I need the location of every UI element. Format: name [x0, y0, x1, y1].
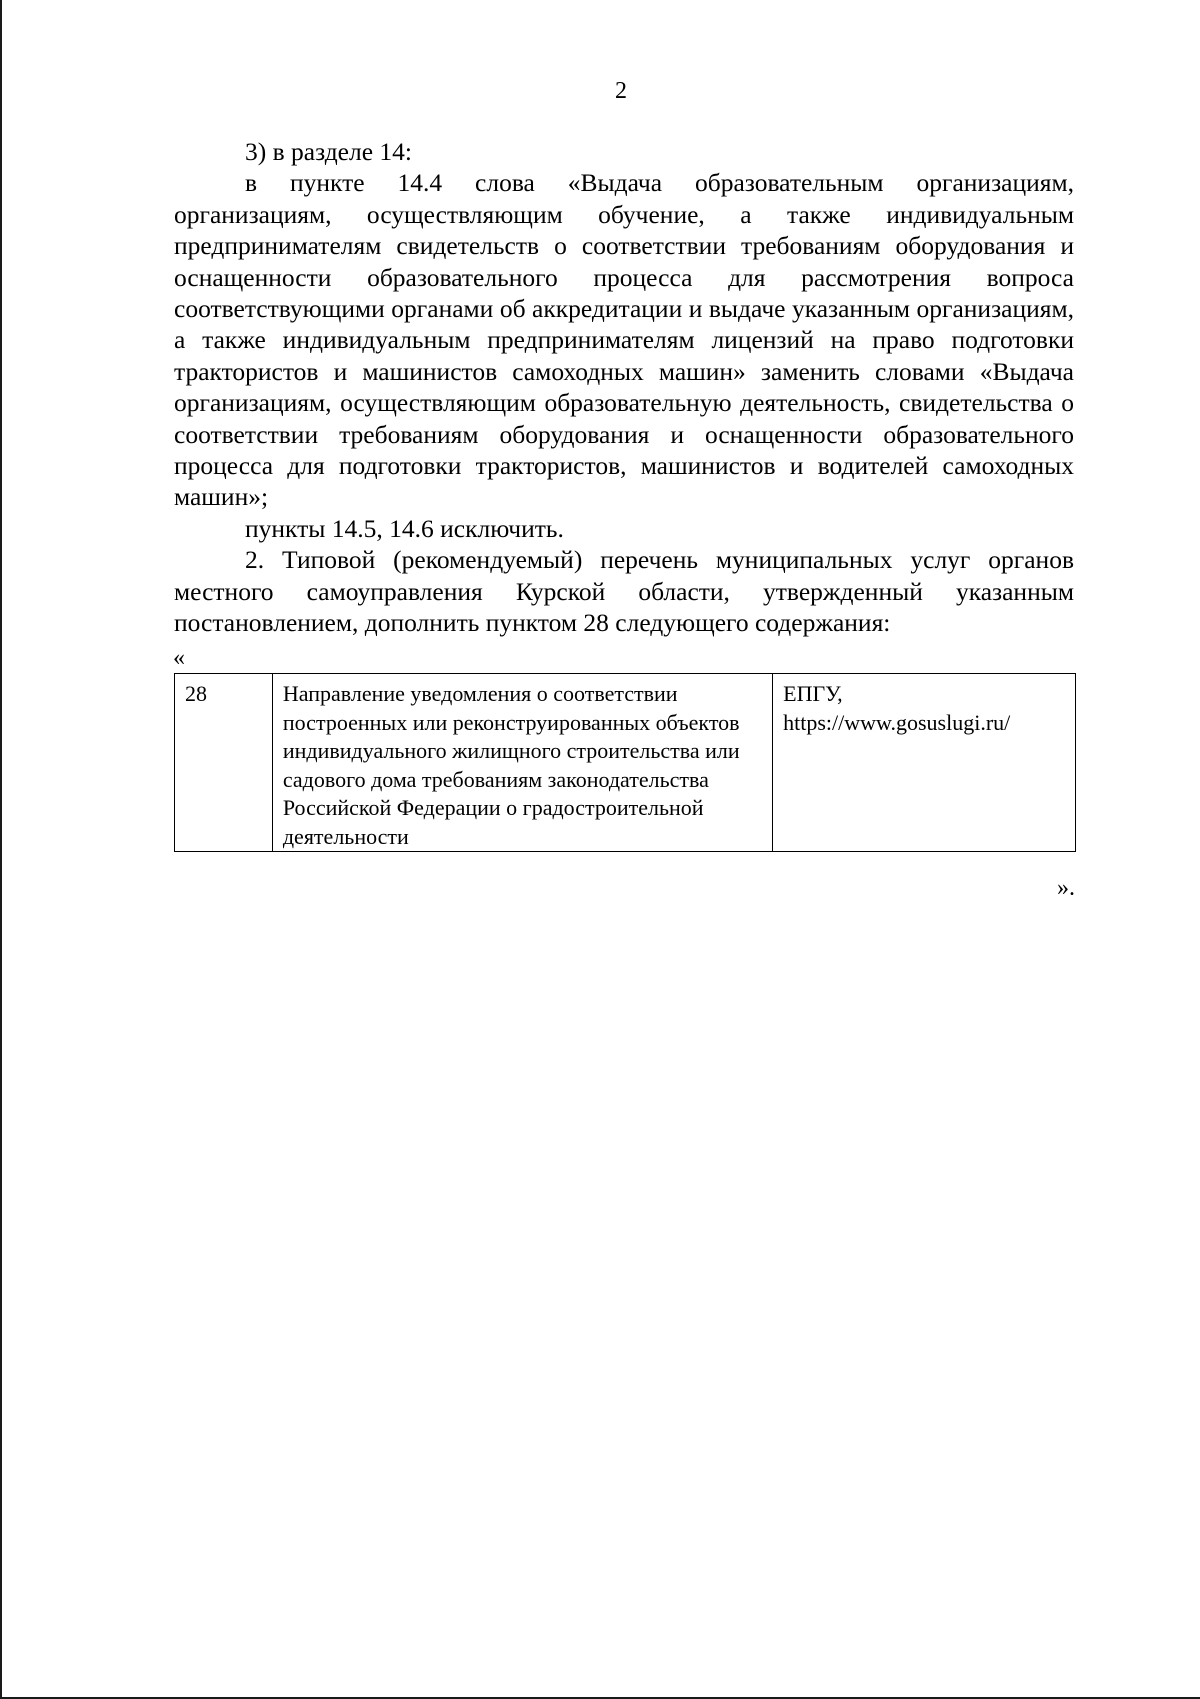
- closing-quote: ».: [1057, 875, 1075, 901]
- document-body: [174, 136, 1074, 639]
- paragraph-points-excluded: пункты 14.5, 14.6 исключить.: [245, 513, 564, 543]
- page-number: 2: [615, 78, 627, 104]
- opening-quote: «: [173, 645, 185, 671]
- table-row: [175, 674, 1076, 852]
- table-cell-number: 28: [175, 674, 273, 852]
- table-cell-service-name: Направление уведомления о соответствии построенных или реконструированных объектов индивидуального жилищного строительства или садового дома требованиям законодательства Российской Федерации о градостроительной деятельности: [272, 674, 772, 852]
- paragraph-section-heading: 3) в разделе 14:: [245, 137, 413, 166]
- services-table: [174, 673, 1076, 852]
- scan-border-left: [0, 0, 2, 1699]
- paragraph-point-14-4: в пункте 14.4 слова «Выдача образовательным организациям, организациям, осуществляющим обучение, а также индивидуальным предпринимателям свидетельств о соответствии требованиям оборудования и оснащенности образовательного процесса для рассмотрения вопроса соответствующими органами об аккредитации и выдаче указанным организациям, а также индивидуальным предпринимателям лицензий на право подготовки трактористов и машинистов самоходных машин» заменить словами «Выдача организациям, осуществляющим образовательную деятельность, свидетельства о соответствии требованиям оборудования и оснащенности образовательного процесса для подготовки трактористов, машинистов и водителей самоходных машин»;: [174, 168, 1074, 512]
- paragraph-list-addition: 2. Типовой (рекомендуемый) перечень муниципальных услуг органов местного самоуправления Курской области, утвержденный указанным постановлением, дополнить пунктом 28 следующего содержания:: [174, 545, 1074, 638]
- table-cell-source: ЕПГУ, https://www.gosuslugi.ru/: [773, 674, 1076, 852]
